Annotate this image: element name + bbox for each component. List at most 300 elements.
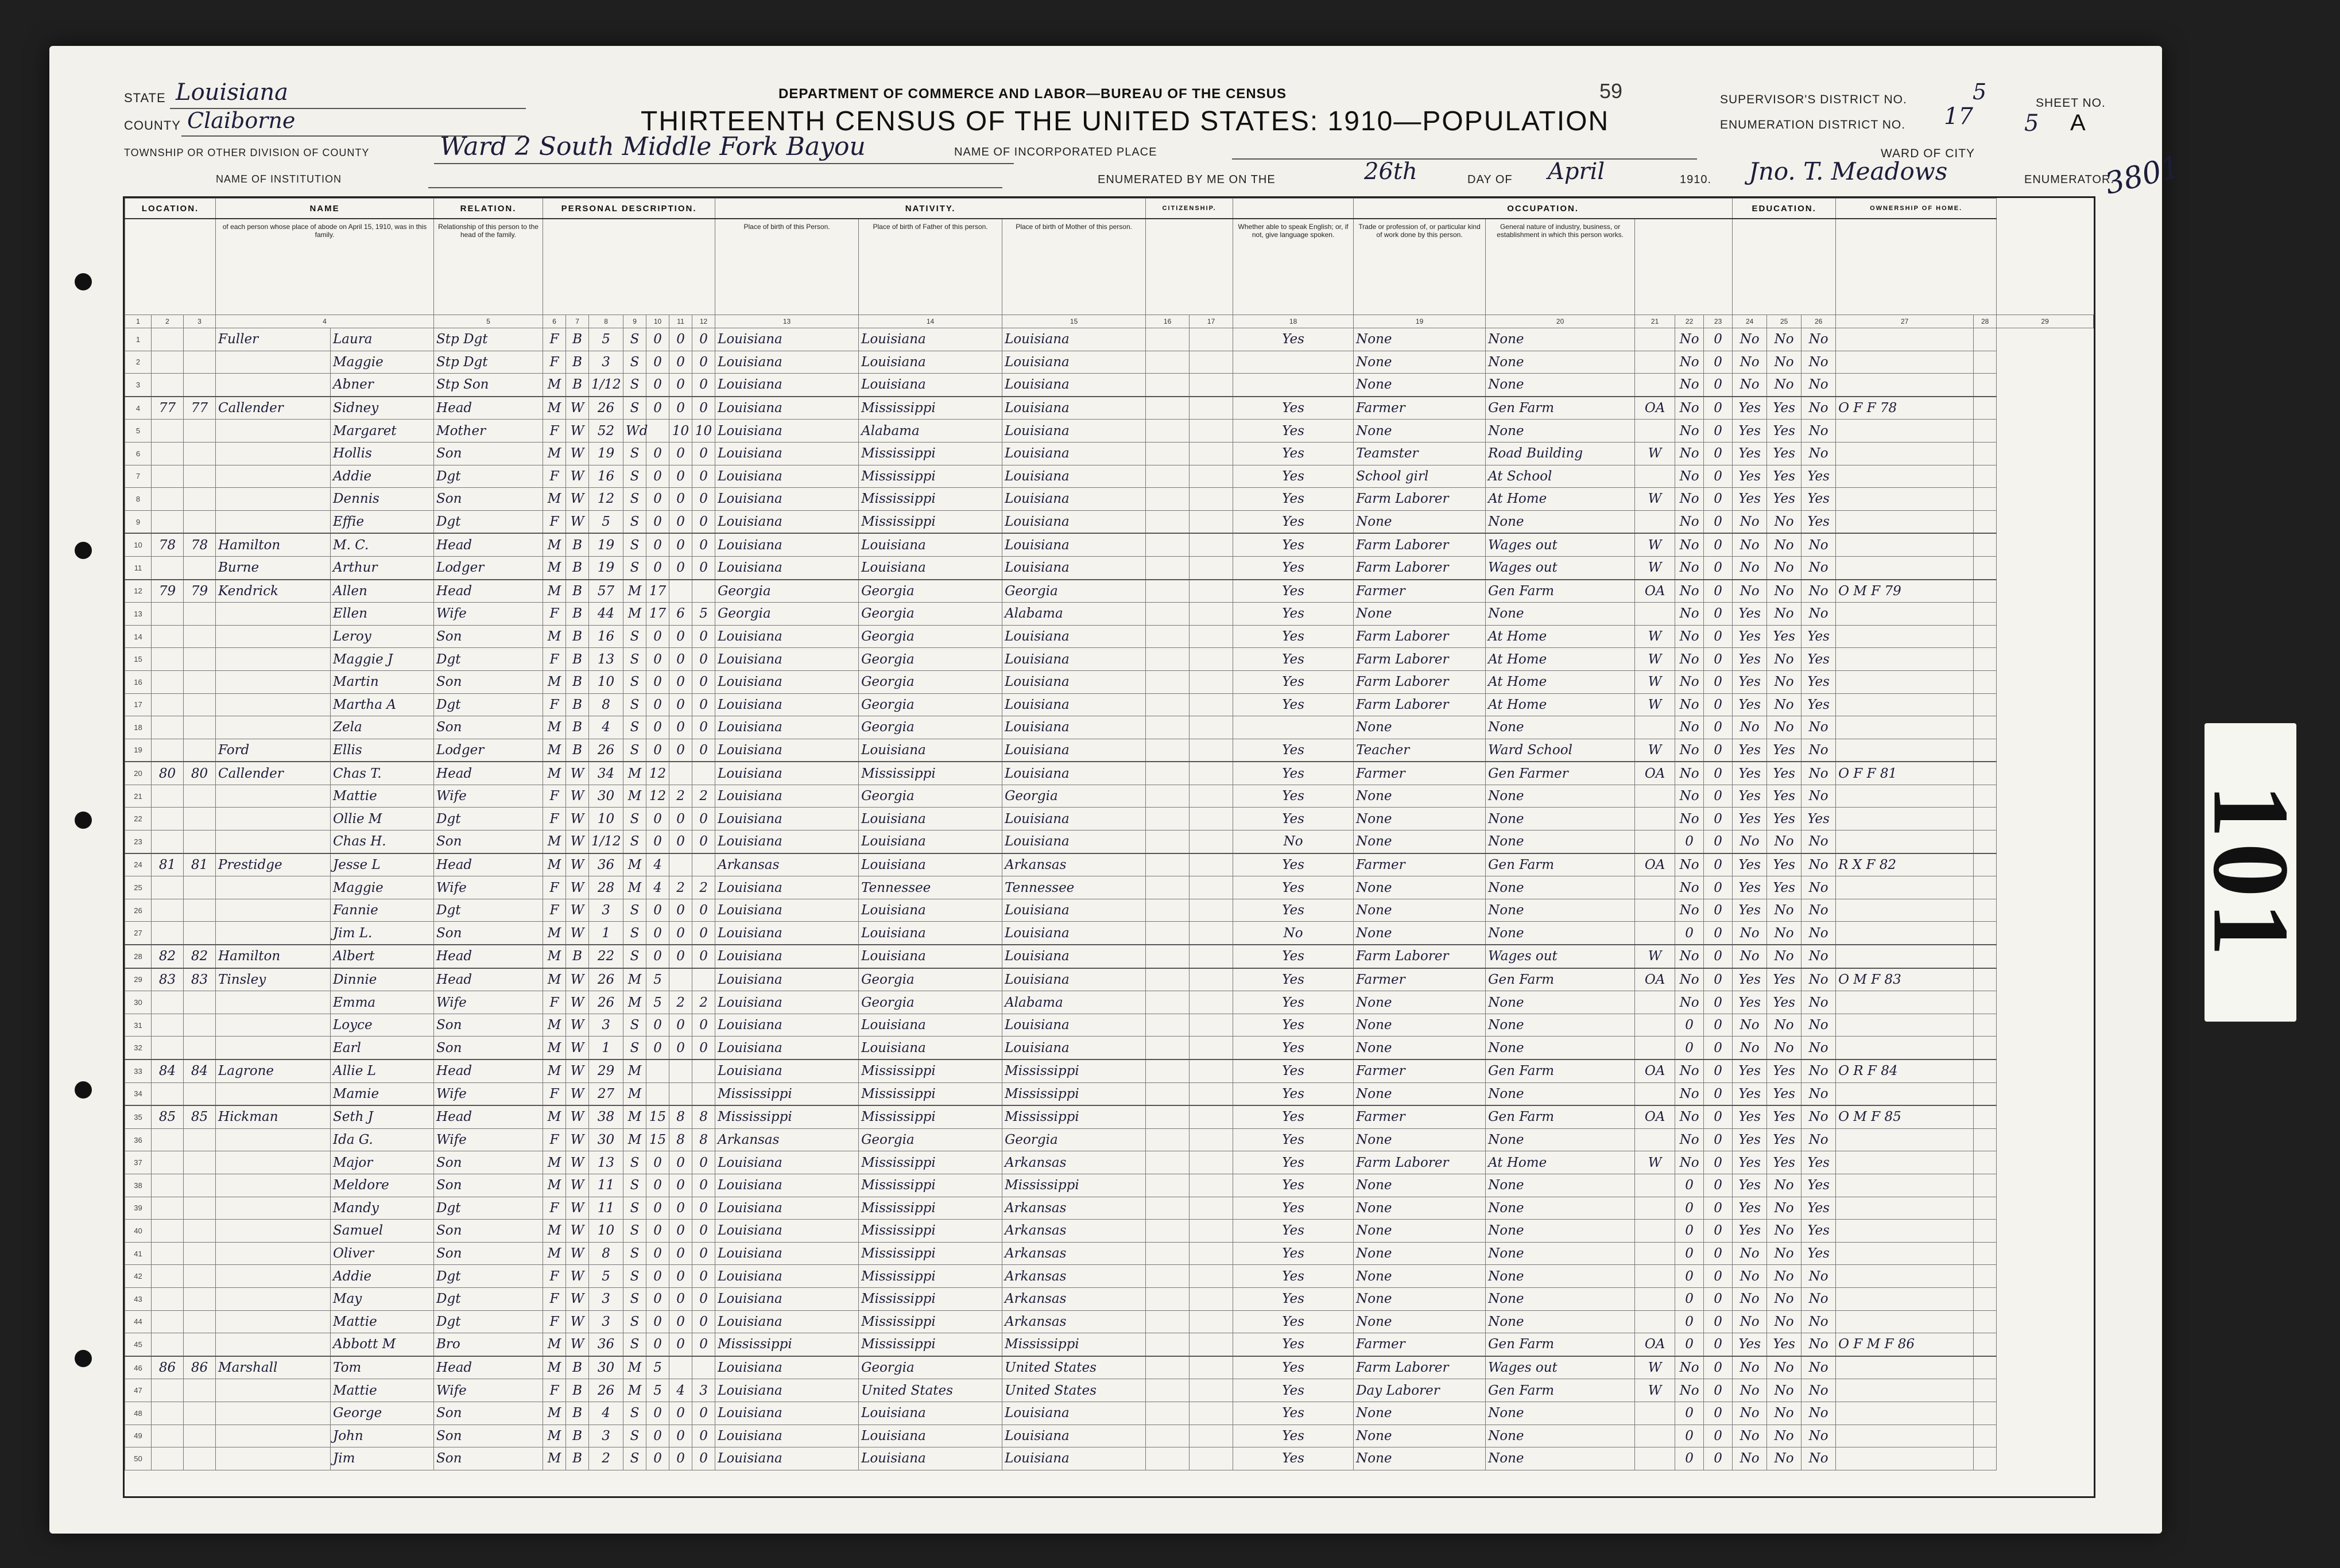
attended-school-cell: No	[1802, 876, 1836, 899]
township-value: Ward 2 South Middle Fork Bayou	[440, 132, 866, 161]
attended-school-cell: No	[1802, 762, 1836, 785]
home-ownership-cell: O M F 83	[1836, 968, 1974, 991]
immigration-year-cell	[1146, 351, 1190, 374]
age-cell: 30	[589, 785, 623, 808]
speaks-english-cell: Yes	[1233, 580, 1354, 603]
line-number-cell: 25	[125, 876, 152, 899]
employer-status-cell	[1635, 716, 1675, 739]
industry-cell: None	[1486, 1287, 1635, 1310]
speaks-english-cell: Yes	[1233, 1105, 1354, 1128]
surname-cell	[216, 670, 331, 693]
nativity-group-header: NATIVITY.	[715, 199, 1146, 219]
speaks-english-cell: Yes	[1233, 1174, 1354, 1197]
race-cell: W	[566, 853, 589, 876]
line-number-cell: 31	[125, 1014, 152, 1037]
sex-cell: F	[543, 351, 566, 374]
sex-cell: F	[543, 1128, 566, 1151]
dwelling-number-cell	[152, 1037, 184, 1059]
extra-column-cell	[1974, 397, 1997, 420]
birthplace-person-cell: Louisiana	[715, 1151, 859, 1174]
children-born-cell: 0	[669, 693, 692, 716]
years-married-cell: 0	[646, 510, 669, 533]
immigration-year-cell	[1146, 510, 1190, 533]
family-number-cell	[184, 899, 216, 922]
extra-column-cell	[1974, 1220, 1997, 1243]
years-married-cell: 17	[646, 580, 669, 603]
line-number-cell: 24	[125, 853, 152, 876]
children-born-cell: 0	[669, 442, 692, 465]
out-of-work-cell: No	[1675, 556, 1704, 579]
can-read-cell: No	[1733, 716, 1767, 739]
years-married-cell: 5	[646, 968, 669, 991]
can-write-cell: No	[1767, 716, 1802, 739]
census-title: THIRTEENTH CENSUS OF THE UNITED STATES: 1910—POPULATION	[641, 106, 1610, 137]
name-instructions: of each person whose place of abode on April 15, 1910, was in this family.	[216, 219, 434, 315]
line-number-cell: 16	[125, 670, 152, 693]
extra-column-cell	[1974, 603, 1997, 626]
can-read-cell: No	[1733, 510, 1767, 533]
extra-column-cell	[1974, 1037, 1997, 1059]
relation-cell: Dgt	[434, 510, 543, 533]
marital-status-cell: S	[623, 648, 646, 671]
can-read-cell: No	[1733, 351, 1767, 374]
birthplace-person-cell: Louisiana	[715, 670, 859, 693]
naturalization-cell	[1190, 374, 1233, 397]
home-ownership-cell: O M F 85	[1836, 1105, 1974, 1128]
speaks-english-cell: Yes	[1233, 785, 1354, 808]
industry-cell: None	[1486, 991, 1635, 1014]
trade-header: Trade or profession of, or particular kind of work done by this person.	[1354, 219, 1486, 315]
industry-cell: None	[1486, 1197, 1635, 1220]
children-born-cell: 0	[669, 1174, 692, 1197]
birthplace-person-cell: Louisiana	[715, 420, 859, 443]
naturalization-cell	[1190, 1356, 1233, 1379]
industry-cell: Gen Farm	[1486, 1333, 1635, 1356]
can-read-cell: Yes	[1733, 739, 1767, 762]
can-read-cell: No	[1733, 1242, 1767, 1265]
home-ownership-cell	[1836, 1014, 1974, 1037]
years-married-cell: 0	[646, 374, 669, 397]
race-cell: W	[566, 1265, 589, 1288]
family-number-cell	[184, 1310, 216, 1333]
naturalization-cell	[1190, 603, 1233, 626]
sex-cell: M	[543, 397, 566, 420]
family-number-cell: 77	[184, 397, 216, 420]
can-read-cell: No	[1733, 374, 1767, 397]
weeks-out-cell: 0	[1704, 1059, 1733, 1082]
surname-cell	[216, 1333, 331, 1356]
surname-cell	[216, 830, 331, 853]
birthplace-person-cell: Louisiana	[715, 1402, 859, 1425]
relation-cell: Head	[434, 533, 543, 556]
attended-school-cell: Yes	[1802, 1242, 1836, 1265]
children-living-cell: 0	[692, 1310, 715, 1333]
can-read-cell: No	[1733, 1037, 1767, 1059]
trade-cell: None	[1354, 420, 1486, 443]
extra-column-cell	[1974, 830, 1997, 853]
birthplace-father-cell: Mississippi	[859, 1059, 1002, 1082]
dwelling-number-cell	[152, 328, 184, 351]
birthplace-person-cell: Mississippi	[715, 1105, 859, 1128]
sex-cell: M	[543, 1014, 566, 1037]
extra-column-cell	[1974, 853, 1997, 876]
extra-column-cell	[1974, 1059, 1997, 1082]
can-write-cell: Yes	[1767, 397, 1802, 420]
sex-cell: F	[543, 328, 566, 351]
employer-status-cell	[1635, 603, 1675, 626]
given-name-cell: George	[331, 1402, 434, 1425]
extra-column-cell	[1974, 808, 1997, 830]
relation-cell: Wife	[434, 785, 543, 808]
employer-status-cell: OA	[1635, 580, 1675, 603]
age-cell: 5	[589, 328, 623, 351]
weeks-out-cell: 0	[1704, 1333, 1733, 1356]
naturalization-cell	[1190, 442, 1233, 465]
years-married-cell: 0	[646, 1151, 669, 1174]
surname-cell	[216, 442, 331, 465]
home-ownership-cell	[1836, 922, 1974, 945]
speaks-english-cell: Yes	[1233, 603, 1354, 626]
weeks-out-cell: 0	[1704, 1014, 1733, 1037]
home-ownership-cell	[1836, 670, 1974, 693]
race-cell: W	[566, 1014, 589, 1037]
extra-column-cell	[1974, 465, 1997, 488]
family-number-cell	[184, 1402, 216, 1425]
home-group-header: OWNERSHIP OF HOME.	[1836, 199, 1997, 219]
birthplace-mother-cell: Louisiana	[1002, 670, 1146, 693]
employer-status-cell: OA	[1635, 1333, 1675, 1356]
age-cell: 52	[589, 420, 623, 443]
extra-column-cell	[1974, 1447, 1997, 1470]
birthplace-person-cell: Louisiana	[715, 1379, 859, 1402]
age-cell: 57	[589, 580, 623, 603]
line-number-cell: 40	[125, 1220, 152, 1243]
sex-cell: F	[543, 1082, 566, 1105]
weeks-out-cell: 0	[1704, 876, 1733, 899]
line-number-cell: 4	[125, 397, 152, 420]
naturalization-cell	[1190, 510, 1233, 533]
children-born-cell: 0	[669, 1037, 692, 1059]
relation-cell: Lodger	[434, 556, 543, 579]
children-living-cell	[692, 968, 715, 991]
birthplace-father-cell: Mississippi	[859, 1333, 1002, 1356]
given-name-cell: Ollie M	[331, 808, 434, 830]
industry-cell: None	[1486, 1037, 1635, 1059]
race-cell: W	[566, 1128, 589, 1151]
surname-cell: Callender	[216, 762, 331, 785]
given-name-cell: Jim	[331, 1447, 434, 1470]
marital-status-cell: S	[623, 1425, 646, 1447]
relation-cell: Head	[434, 762, 543, 785]
employer-status-cell	[1635, 1402, 1675, 1425]
table-row	[125, 899, 2094, 922]
children-born-cell: 0	[669, 465, 692, 488]
column-number: 17	[1190, 315, 1233, 328]
birthplace-father-cell: Georgia	[859, 580, 1002, 603]
years-married-cell: 15	[646, 1105, 669, 1128]
race-cell: B	[566, 945, 589, 968]
table-row	[125, 374, 2094, 397]
extra-column-cell	[1974, 739, 1997, 762]
can-write-cell: No	[1767, 899, 1802, 922]
can-write-cell: Yes	[1767, 488, 1802, 511]
out-of-work-cell: No	[1675, 625, 1704, 648]
can-read-cell: Yes	[1733, 991, 1767, 1014]
years-married-cell: 0	[646, 1333, 669, 1356]
table-row	[125, 510, 2094, 533]
birthplace-mother-cell: Arkansas	[1002, 1265, 1146, 1288]
children-living-cell: 0	[692, 1174, 715, 1197]
sex-cell: F	[543, 1310, 566, 1333]
given-name-cell: Dinnie	[331, 968, 434, 991]
marital-status-cell: M	[623, 1379, 646, 1402]
supervisor-district-label: SUPERVISOR'S DISTRICT NO.	[1720, 93, 1907, 106]
can-write-cell: No	[1767, 1037, 1802, 1059]
family-number-cell	[184, 1082, 216, 1105]
children-living-cell: 0	[692, 1014, 715, 1037]
can-write-cell: Yes	[1767, 739, 1802, 762]
sex-cell: M	[543, 1174, 566, 1197]
naturalization-cell	[1190, 1174, 1233, 1197]
birthplace-mother-cell: Louisiana	[1002, 625, 1146, 648]
age-cell: 1/12	[589, 830, 623, 853]
dwelling-number-cell	[152, 1425, 184, 1447]
birthplace-person-cell: Louisiana	[715, 968, 859, 991]
race-cell: B	[566, 328, 589, 351]
surname-cell: Tinsley	[216, 968, 331, 991]
immigration-year-cell	[1146, 1151, 1190, 1174]
family-number-cell	[184, 830, 216, 853]
years-married-cell: 0	[646, 328, 669, 351]
immigration-year-cell	[1146, 648, 1190, 671]
years-married-cell: 0	[646, 351, 669, 374]
speaks-english-cell	[1233, 716, 1354, 739]
speaks-english-cell: Yes	[1233, 1197, 1354, 1220]
birthplace-father-cell: Georgia	[859, 785, 1002, 808]
extra-column-cell	[1974, 1082, 1997, 1105]
table-row	[125, 351, 2094, 374]
sex-cell: M	[543, 580, 566, 603]
industry-cell: None	[1486, 1128, 1635, 1151]
out-of-work-cell: 0	[1675, 922, 1704, 945]
naturalization-cell	[1190, 1037, 1233, 1059]
naturalization-cell	[1190, 1402, 1233, 1425]
home-ownership-cell	[1836, 1220, 1974, 1243]
years-married-cell: 0	[646, 693, 669, 716]
line-number-cell: 22	[125, 808, 152, 830]
surname-cell	[216, 1379, 331, 1402]
race-cell: W	[566, 1174, 589, 1197]
family-number-cell	[184, 420, 216, 443]
birthplace-father-cell: Mississippi	[859, 1310, 1002, 1333]
out-of-work-cell: 0	[1675, 1310, 1704, 1333]
birthplace-person-cell: Louisiana	[715, 922, 859, 945]
given-name-cell: Maggie	[331, 351, 434, 374]
birthplace-mother-cell: Louisiana	[1002, 465, 1146, 488]
relation-cell: Dgt	[434, 1197, 543, 1220]
relation-cell: Head	[434, 853, 543, 876]
immigration-year-cell	[1146, 1265, 1190, 1288]
table-row	[125, 1242, 2094, 1265]
family-number-cell	[184, 1174, 216, 1197]
speaks-english-cell: Yes	[1233, 1333, 1354, 1356]
children-born-cell: 0	[669, 1220, 692, 1243]
trade-cell: Farm Laborer	[1354, 533, 1486, 556]
immigration-year-cell	[1146, 397, 1190, 420]
township-label: TOWNSHIP OR OTHER DIVISION OF COUNTY	[124, 147, 370, 158]
can-write-cell: Yes	[1767, 420, 1802, 443]
table-row	[125, 556, 2094, 579]
can-write-cell: No	[1767, 1425, 1802, 1447]
margin-number: 3801	[2101, 149, 2184, 202]
speaks-english-cell: Yes	[1233, 1082, 1354, 1105]
out-of-work-cell: No	[1675, 1105, 1704, 1128]
children-living-cell: 0	[692, 808, 715, 830]
state-value: Louisiana	[176, 79, 288, 106]
can-read-cell: No	[1733, 1402, 1767, 1425]
birthplace-father-cell: Mississippi	[859, 1197, 1002, 1220]
given-name-cell: May	[331, 1287, 434, 1310]
marital-status-cell: S	[623, 1265, 646, 1288]
birthplace-father-cell: Georgia	[859, 716, 1002, 739]
age-cell: 27	[589, 1082, 623, 1105]
naturalization-cell	[1190, 1265, 1233, 1288]
enumeration-month: April	[1548, 158, 1605, 185]
children-born-cell: 0	[669, 625, 692, 648]
table-row	[125, 1059, 2094, 1082]
birthplace-mother-cell: Louisiana	[1002, 648, 1146, 671]
dwelling-number-cell	[152, 420, 184, 443]
family-number-cell	[184, 1242, 216, 1265]
age-cell: 26	[589, 739, 623, 762]
table-row	[125, 1265, 2094, 1288]
sex-cell: M	[543, 374, 566, 397]
dwelling-number-cell	[152, 1151, 184, 1174]
attended-school-cell: Yes	[1802, 670, 1836, 693]
immigration-year-cell	[1146, 1105, 1190, 1128]
surname-cell	[216, 465, 331, 488]
given-name-cell: Margaret	[331, 420, 434, 443]
children-living-cell: 0	[692, 1151, 715, 1174]
industry-cell: Gen Farm	[1486, 1105, 1635, 1128]
dwelling-number-cell	[152, 899, 184, 922]
weeks-out-cell: 0	[1704, 716, 1733, 739]
out-of-work-cell: 0	[1675, 1174, 1704, 1197]
children-living-cell: 0	[692, 830, 715, 853]
immigration-year-cell	[1146, 1310, 1190, 1333]
naturalization-cell	[1190, 488, 1233, 511]
age-cell: 26	[589, 1379, 623, 1402]
weeks-out-cell: 0	[1704, 442, 1733, 465]
can-write-cell: Yes	[1767, 465, 1802, 488]
sex-cell: M	[543, 1059, 566, 1082]
marital-status-cell: S	[623, 1014, 646, 1037]
race-cell: W	[566, 762, 589, 785]
marital-status-cell: S	[623, 533, 646, 556]
children-living-cell: 0	[692, 328, 715, 351]
line-number-cell: 13	[125, 603, 152, 626]
immigration-year-cell	[1146, 580, 1190, 603]
extra-column-cell	[1974, 420, 1997, 443]
column-number: 21	[1635, 315, 1675, 328]
age-cell: 5	[589, 510, 623, 533]
speaks-english-cell: Yes	[1233, 328, 1354, 351]
sex-cell: M	[543, 1242, 566, 1265]
table-row	[125, 1220, 2094, 1243]
children-living-cell: 0	[692, 648, 715, 671]
age-cell: 30	[589, 1128, 623, 1151]
naturalization-cell	[1190, 625, 1233, 648]
children-born-cell: 0	[669, 922, 692, 945]
home-ownership-cell	[1836, 899, 1974, 922]
birth-mother-header: Place of birth of Mother of this person.	[1002, 219, 1146, 315]
attended-school-cell: Yes	[1802, 625, 1836, 648]
dwelling-number-cell: 81	[152, 853, 184, 876]
children-born-cell: 0	[669, 1425, 692, 1447]
children-born-cell: 0	[669, 533, 692, 556]
marital-status-cell: S	[623, 670, 646, 693]
birthplace-mother-cell: Louisiana	[1002, 808, 1146, 830]
ward-of-city-label: WARD OF CITY	[1881, 147, 1975, 160]
relation-cell: Head	[434, 1059, 543, 1082]
birthplace-person-cell: Louisiana	[715, 465, 859, 488]
naturalization-cell	[1190, 785, 1233, 808]
race-cell: B	[566, 374, 589, 397]
weeks-out-cell: 0	[1704, 465, 1733, 488]
enumeration-year: 1910.	[1680, 173, 1712, 186]
attended-school-cell: No	[1802, 351, 1836, 374]
industry-cell: None	[1486, 922, 1635, 945]
children-born-cell: 0	[669, 510, 692, 533]
column-number: 26	[1802, 315, 1836, 328]
can-write-cell: No	[1767, 670, 1802, 693]
column-number: 5	[434, 315, 543, 328]
children-living-cell: 0	[692, 442, 715, 465]
extra-column-cell	[1974, 991, 1997, 1014]
naturalization-cell	[1190, 899, 1233, 922]
given-name-cell: Loyce	[331, 1014, 434, 1037]
industry-cell: None	[1486, 603, 1635, 626]
race-cell: B	[566, 1402, 589, 1425]
line-number-cell: 48	[125, 1402, 152, 1425]
sex-cell: M	[543, 853, 566, 876]
column-number: 4	[216, 315, 434, 328]
relation-cell: Wife	[434, 603, 543, 626]
table-row	[125, 762, 2094, 785]
race-cell: B	[566, 625, 589, 648]
home-ownership-cell	[1836, 603, 1974, 626]
age-cell: 3	[589, 1287, 623, 1310]
years-married-cell: 0	[646, 1197, 669, 1220]
dwelling-number-cell	[152, 465, 184, 488]
table-row	[125, 739, 2094, 762]
race-cell: W	[566, 830, 589, 853]
column-number: 20	[1486, 315, 1635, 328]
home-ownership-cell: O M F 79	[1836, 580, 1974, 603]
birthplace-mother-cell: Mississippi	[1002, 1059, 1146, 1082]
given-name-cell: Mamie	[331, 1082, 434, 1105]
weeks-out-cell: 0	[1704, 853, 1733, 876]
weeks-out-cell: 0	[1704, 533, 1733, 556]
extra-column-cell	[1974, 968, 1997, 991]
immigration-year-cell	[1146, 465, 1190, 488]
birthplace-mother-cell: Louisiana	[1002, 1425, 1146, 1447]
relation-cell: Head	[434, 945, 543, 968]
birthplace-mother-cell: Louisiana	[1002, 899, 1146, 922]
children-living-cell: 10	[692, 420, 715, 443]
dwelling-number-cell	[152, 510, 184, 533]
immigration-year-cell	[1146, 556, 1190, 579]
